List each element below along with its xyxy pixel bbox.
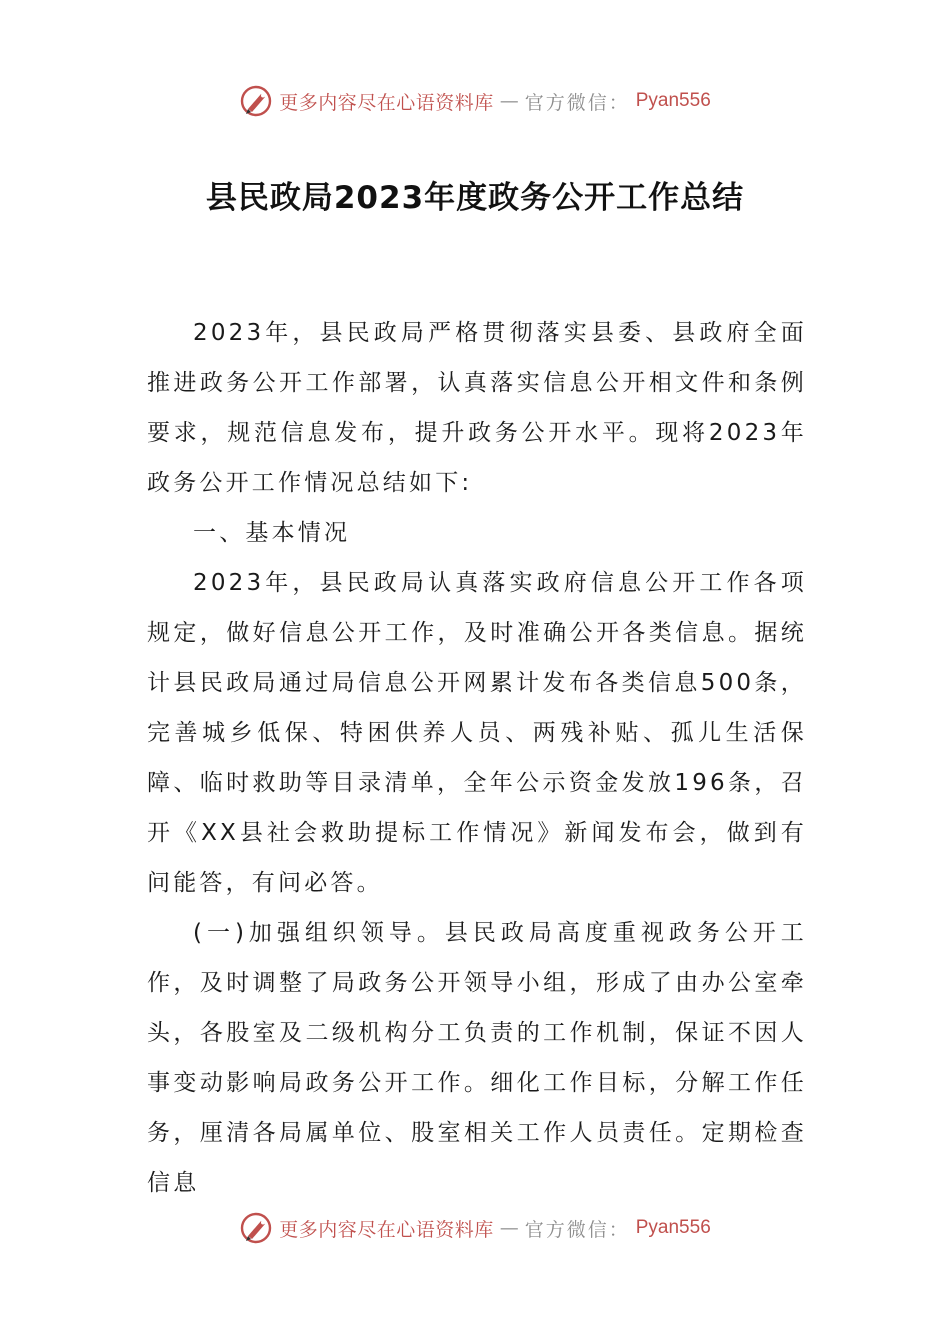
pen-logo-icon	[239, 84, 273, 118]
paragraph-intro: 2023年，县民政局严格贯彻落实县委、县政府全面推进政务公开工作部署，认真落实信息公开相文件和条例要求，规范信息发布，提升政务公开水平。现将2023年政务公开工作情况总结如下:	[147, 320, 807, 496]
watermark-official-label: 官方微信：	[524, 1218, 630, 1241]
pen-logo-icon	[239, 1211, 273, 1245]
watermark-brand-text: 更多内容尽在心语资料库	[279, 91, 494, 114]
paragraph-basic-situation: 2023年，县民政局认真落实政府信息公开工作各项规定，做好信息公开工作，及时准确公开各类信息。据统计县民政局通过局信息公开网累计发布各类信息500条，完善城乡低保、特困供养人员、两残补贴、孤儿生活保障、临时救助等目录清单，全年公示资金发放196条，召开《XX县社会救助提标工作情况》新闻发布会，做到有问能答，有问必答。	[147, 570, 807, 896]
footer-watermark	[0, 1211, 950, 1251]
watermark-dash: —	[499, 1217, 519, 1239]
document-title: 县民政局2023年度政务公开工作总结	[205, 180, 745, 216]
watermark-official-label: 官方微信：	[524, 91, 630, 114]
watermark-wechat-id: Pyan556	[635, 1217, 711, 1238]
watermark-wechat-id: Pyan556	[635, 90, 711, 111]
watermark-dash: —	[499, 90, 519, 112]
document-body	[147, 308, 807, 1208]
header-watermark	[0, 84, 950, 124]
section-heading-basic: 一、基本情况	[193, 520, 351, 546]
paragraph-leadership: (一)加强组织领导。县民政局高度重视政务公开工作，及时调整了局政务公开领导小组，形成了由办公室牵头，各股室及二级机构分工负责的工作机制，保证不因人事变动影响局政务公开工作。细化工作目标，分解工作任务，厘清各局属单位、股室相关工作人员责任。定期检查信息	[147, 920, 807, 1196]
watermark-brand-text: 更多内容尽在心语资料库	[279, 1218, 494, 1241]
